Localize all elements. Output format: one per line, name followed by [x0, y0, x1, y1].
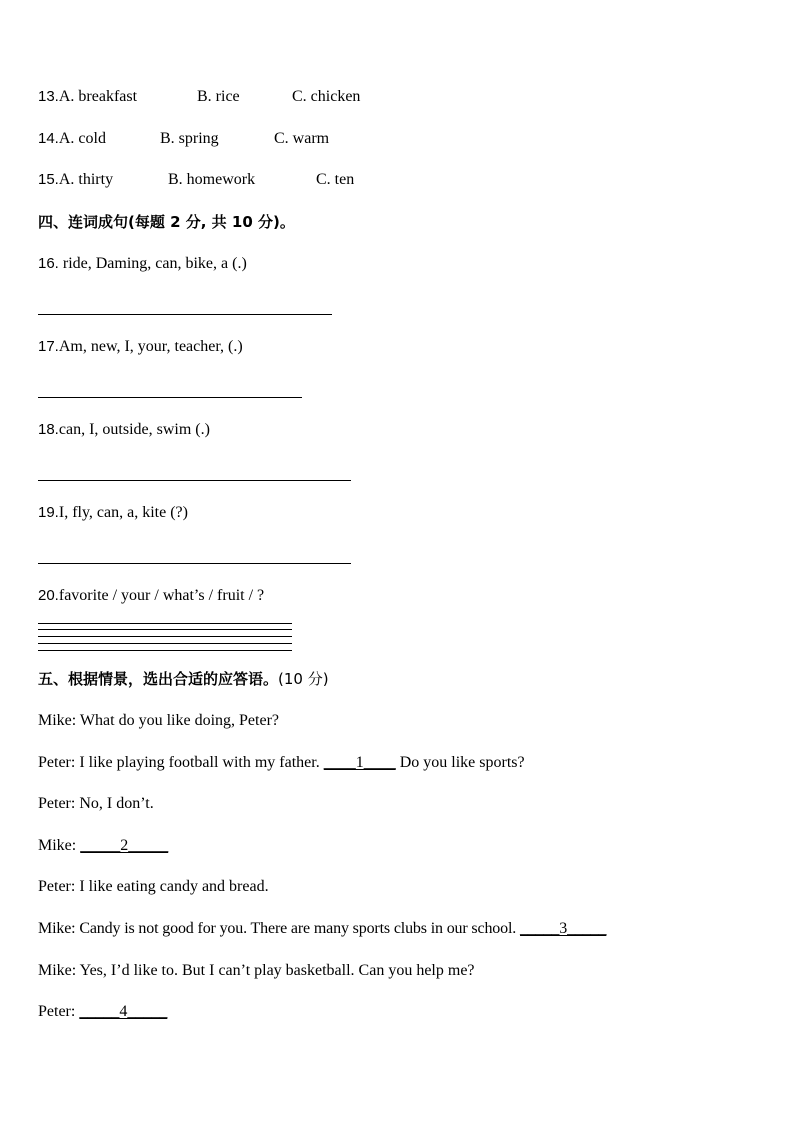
question-words: can, I, outside, swim (.): [58, 421, 210, 438]
dialogue-line: [38, 753, 525, 773]
section-five-title: [38, 669, 329, 689]
section-four-title: 四、连词成句(每题 2 分, 共 10 分)。: [38, 213, 295, 231]
dialogue-text: Peter: I like eating candy and bread.: [38, 878, 269, 895]
dialogue-text: Peter:: [38, 1003, 80, 1020]
question-number: 13.: [38, 88, 59, 105]
dialogue-line: [38, 836, 168, 856]
option-b: B. spring: [160, 130, 219, 147]
answer-line: [38, 650, 292, 651]
question-words: I, fly, can, a, kite (?): [58, 504, 188, 521]
question-number: 14.: [38, 130, 59, 147]
dialogue-line: [38, 877, 269, 897]
question-15: [38, 170, 438, 190]
question-number: 17.: [38, 338, 59, 355]
section-five-score: (10 分): [278, 670, 329, 688]
answer-line: [38, 397, 302, 398]
dialogue-text-after: Do you like sports?: [395, 754, 525, 771]
question-words: favorite / your / what’s / fruit / ?: [58, 587, 265, 604]
question-number: 20.: [38, 587, 59, 604]
option-a: A. cold: [58, 130, 106, 147]
dialogue-line: [38, 1002, 167, 1022]
dialogue-text: Mike:: [38, 837, 81, 854]
option-b: B. homework: [168, 171, 256, 188]
dialogue-line: [38, 711, 279, 731]
question-16: [38, 254, 247, 274]
question-18: [38, 420, 210, 440]
question-17: [38, 337, 243, 357]
question-13: [38, 87, 438, 107]
question-words: ride, Daming, can, bike, a (.): [58, 255, 247, 272]
question-20: [38, 586, 264, 606]
question-words: Am, new, I, your, teacher, (.): [58, 338, 243, 355]
dialogue-line: [38, 794, 154, 814]
question-number: 18.: [38, 421, 59, 438]
answer-line: [38, 636, 292, 637]
section-five-heading: 五、根据情景，选出合适的应答语。: [38, 670, 279, 688]
option-c: C. ten: [316, 171, 355, 188]
dialogue-line: [38, 961, 475, 981]
answer-line: [38, 480, 351, 481]
question-number: 19.: [38, 504, 59, 521]
dialogue-text: Peter: No, I don’t.: [38, 795, 154, 812]
dialogue-text: Mike: Candy is not good for you. There are many sports clubs in our school.: [38, 920, 521, 937]
answer-blank-4[interactable]: _____4_____: [79, 1003, 168, 1020]
option-c: C. warm: [274, 130, 330, 147]
answer-blank-3[interactable]: _____3_____: [520, 920, 607, 937]
option-b: B. rice: [197, 88, 240, 105]
dialogue-text: Peter: I like playing football with my father.: [38, 754, 324, 771]
question-number: 16.: [38, 255, 59, 272]
answer-line: [38, 643, 292, 644]
question-19: [38, 503, 188, 523]
answer-blank-2[interactable]: _____2_____: [80, 837, 169, 854]
question-number: 15.: [38, 171, 59, 188]
answer-blank-1[interactable]: ____1____: [323, 754, 396, 771]
answer-line: [38, 629, 292, 630]
answer-line: [38, 563, 351, 564]
option-a: A. thirty: [58, 171, 114, 188]
answer-line: [38, 314, 332, 315]
question-14: [38, 129, 438, 149]
dialogue-line: [38, 919, 606, 939]
dialogue-text: Mike: What do you like doing, Peter?: [38, 712, 279, 729]
option-c: C. chicken: [292, 88, 361, 105]
answer-line: [38, 623, 292, 624]
dialogue-text: Mike: Yes, I’d like to. But I can’t play basketball. Can you help me?: [38, 962, 475, 979]
option-a: A. breakfast: [58, 88, 138, 105]
